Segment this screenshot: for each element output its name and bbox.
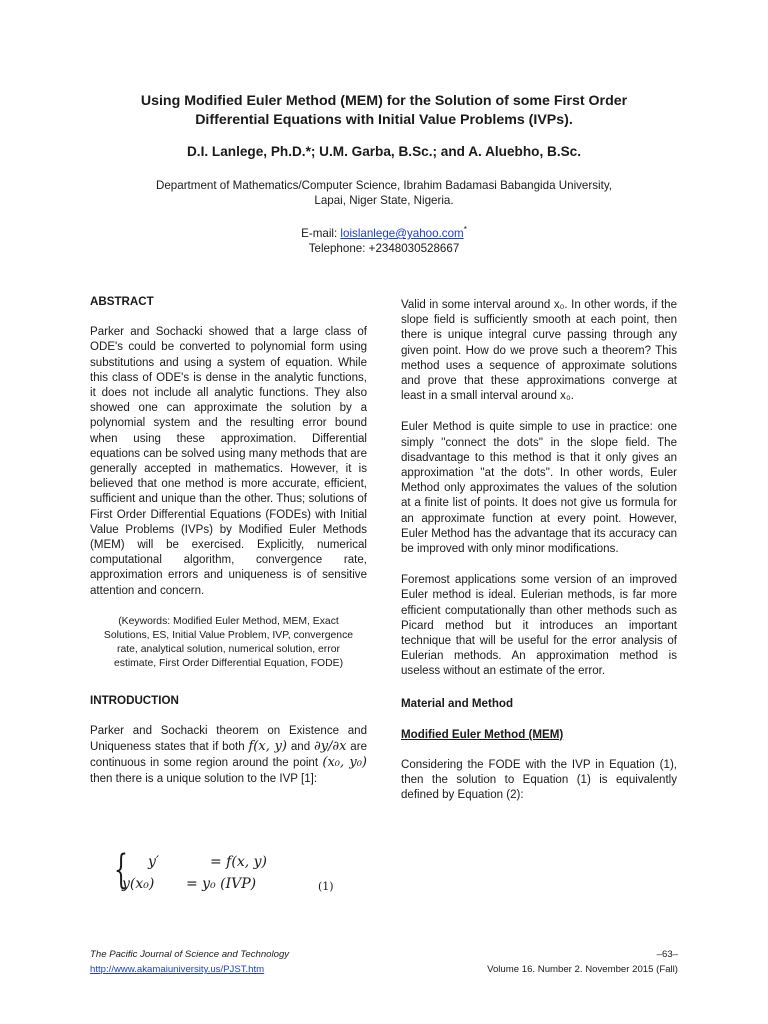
affiliation xyxy=(100,178,668,208)
contact-info xyxy=(100,222,668,256)
title-line-1: Using Modified Euler Method (MEM) for the Solution of some First Order xyxy=(140,93,628,109)
mem-heading: Modified Euler Method (MEM) xyxy=(401,727,564,741)
telephone: Telephone: +2348030528667 xyxy=(308,241,460,255)
left-column xyxy=(90,294,367,803)
right-column xyxy=(401,298,677,820)
abstract-heading: ABSTRACT xyxy=(90,295,154,308)
equation-line2-left: y(x₀) xyxy=(122,876,155,892)
paragraph-applications: Foremost applications some version of an improved Euler method is ideal. Eulerian methods, is far more efficient computationally than other methods such as Picard method but it introduces an important technique that will be useful for the error analysis of Eulerian methods. An approximation method is useless without an estimate of the error. xyxy=(401,574,677,678)
volume-info: Volume 16. Number 2. November 2015 (Fall) xyxy=(487,964,678,975)
email-link[interactable]: loislanlege@yahoo.com xyxy=(340,226,464,240)
equation-1 xyxy=(114,847,364,896)
intro-text-1: Parker and Sochacki theorem on Existence and Uniqueness states that if both xyxy=(90,725,367,754)
equation-line1-left: y′ xyxy=(148,854,160,870)
affiliation-line-2: Lapai, Niger State, Nigeria. xyxy=(314,194,454,207)
footer-left xyxy=(90,947,289,977)
email-label: E-mail: xyxy=(301,226,341,240)
intro-math-partial: ∂y/∂x xyxy=(313,739,347,755)
introduction-heading: INTRODUCTION xyxy=(90,693,179,707)
introduction-text xyxy=(90,724,367,787)
intro-text-2: and xyxy=(287,741,314,754)
email-mark: * xyxy=(463,225,467,234)
equation-line1-right: = f(x, y) xyxy=(210,854,267,870)
intro-math-point: (x₀, y₀) xyxy=(322,755,367,771)
keywords: (Keywords: Modified Euler Method, MEM, Exact Solutions, ES, Initial Value Problem, IVP, convergence rate, analytical solution, numerical solution, error estimate, First Order Differential Equation, FODE) xyxy=(103,615,354,669)
page-number: –63– xyxy=(656,949,678,960)
intro-text-3: are continuous in some region around the point xyxy=(90,741,367,770)
equation-number: (1) xyxy=(318,880,334,893)
paper-title xyxy=(60,92,708,130)
intro-text-4: then there is a unique solution to the IVP [1]: xyxy=(90,772,318,785)
equation-line2-right: = y₀ (IVP) xyxy=(186,876,257,892)
authors: D.I. Lanlege, Ph.D.*; U.M. Garba, B.Sc.; and A. Aluebho, B.Sc. xyxy=(186,144,582,159)
paragraph-interval: Valid in some interval around x₀. In other words, if the slope field is sufficiently smooth at each point, then there is unique integral curve passing through any given point. How do we prove such a theorem? This method uses a sequence of approximate solutions and prove that these approximations converge at least in a small interval around x₀. xyxy=(401,299,677,403)
affiliation-line-1: Department of Mathematics/Computer Science, Ibrahim Badamasi Babangida University, xyxy=(155,179,612,192)
paragraph-euler-method: Euler Method is quite simple to use in practice: one simply ''connect the dots'' in the slope field. The disadvantage to this method is that it only gives an approximation ''at the dots''. In other words, Euler Method only approximates the values of the solution at a finite list of points. It does not give us formula for an approximate function at every point. However, Euler Method has the advantage that its accuracy can be improved with only minor modifications. xyxy=(401,421,677,556)
equation-brace: { xyxy=(114,847,128,893)
journal-url-link[interactable]: http://www.akamaiuniversity.us/PJST.htm xyxy=(90,964,265,975)
intro-math-fxy: f(x, y) xyxy=(248,739,288,755)
footer-right xyxy=(487,947,678,977)
abstract-text: Parker and Sochacki showed that a large class of ODE's could be converted to polynomial form using substitutions and using a system of equation. While this class of ODE's is dense in the analytic functions, it does not include all analytic functions. They also showed one can approximate the solution by a polynomial system and the resulting error bound when using these approximation. Differential equations can be solved using many methods that are generally accepted in mathematics. However, it is believed that one method is more accurate, efficient, sufficient and unique than the other. Thus; solutions of First Order Differential Equations (FODEs) with Initial Value Problems (IVPs) by Modified Euler Methods (MEM) will be exercised. Explicitly, numerical computational algorithm, convergence rate, approximation errors and uniqueness is of sensitive attention and concern. xyxy=(90,326,367,597)
title-line-2: Differential Equations with Initial Value Problems (IVPs). xyxy=(195,112,573,128)
journal-name: The Pacific Journal of Science and Technology xyxy=(90,949,290,960)
material-method-heading: Material and Method xyxy=(401,696,514,710)
paragraph-considering: Considering the FODE with the IVP in Equation (1), then the solution to Equation (1) is equivalently defined by Equation (2): xyxy=(401,759,677,802)
email-line xyxy=(100,222,668,241)
